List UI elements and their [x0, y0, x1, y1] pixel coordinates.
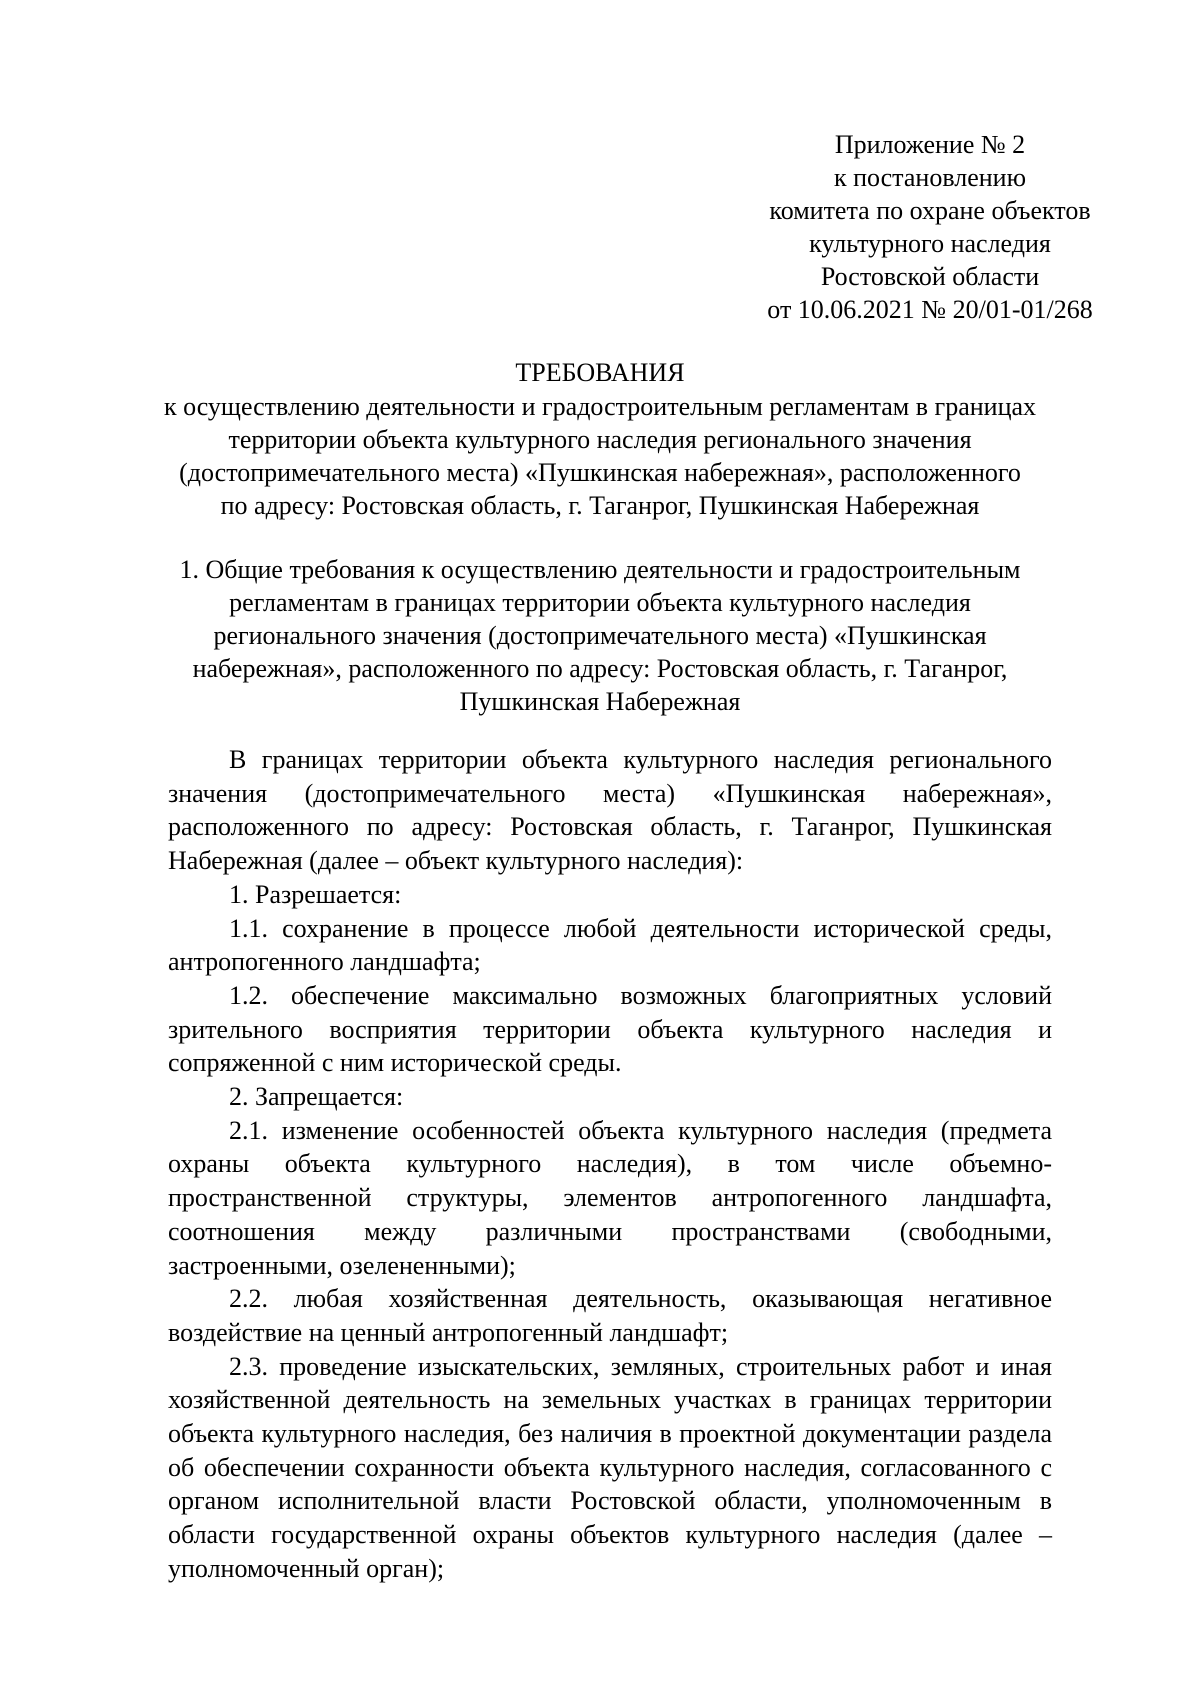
- annex-date-number: от 10.06.2021 № 20/01-01/268: [767, 295, 1093, 324]
- annex-header: [733, 128, 1127, 326]
- section-heading: [160, 553, 1040, 718]
- intro-paragraph: В границах территории объекта культурного наследия регионального значения (достопримечательного места) «Пушкинская набережная», расположенного по адресу: Ростовская область, г. Таганрог, Пушкинская Набережная (далее – объект культурного наследия):: [168, 745, 1052, 876]
- section-heading-line: Пушкинская Набережная: [459, 687, 741, 716]
- subtitle-line: по адресу: Ростовская область, г. Таганрог, Пушкинская Набережная: [220, 491, 980, 520]
- document-subtitle: [160, 390, 1040, 522]
- clause-1-1: 1.1. сохранение в процессе любой деятельности исторической среды, антропогенного ландшафта;: [168, 913, 1052, 977]
- annex-line: к постановлению: [833, 163, 1027, 192]
- annex-line: комитета по охране объектов: [769, 196, 1091, 225]
- section-heading-line: регламентам в границах территории объекта культурного наследия: [229, 588, 971, 617]
- clause-2-1: 2.1. изменение особенностей объекта культурного наследия (предмета охраны объекта культурного наследия), в том числе объемно-пространственной структуры, элементов антропогенного ландшафта, соотношения между различными пространствами (свободными, застроенными, озелененными);: [168, 1115, 1052, 1280]
- clause-1: 1. Разрешается:: [229, 879, 402, 909]
- section-heading-line: набережная», расположенного по адресу: Ростовская область, г. Таганрог,: [192, 654, 1008, 683]
- document-title: ТРЕБОВАНИЯ: [515, 358, 685, 387]
- annex-line: Ростовской области: [820, 262, 1040, 291]
- section-heading-line: 1. Общие требования к осуществлению деятельности и градостроительным: [179, 555, 1021, 584]
- section-heading-line: регионального значения (достопримечательного места) «Пушкинская: [213, 621, 987, 650]
- clause-2-3: 2.3. проведение изыскательских, земляных, строительных работ и иная хозяйственной деятельность на земельных участках в границах территории объекта культурного наследия, без наличия в проектной документации раздела об обеспечении сохранности объекта культурного наследия, согласованного с органом исполнительной власти Ростовской области, уполномоченным в области государственной охраны объектов культурного наследия (далее – уполномоченный орган);: [168, 1351, 1052, 1583]
- body-text: [168, 743, 1052, 1586]
- annex-number: Приложение № 2: [834, 130, 1026, 159]
- clause-2: 2. Запрещается:: [229, 1082, 404, 1112]
- subtitle-line: к осуществлению деятельности и градостроительным регламентам в границах: [163, 392, 1037, 421]
- annex-line: культурного наследия: [809, 229, 1051, 258]
- subtitle-line: территории объекта культурного наследия регионального значения: [228, 425, 972, 454]
- clause-1-2: 1.2. обеспечение максимально возможных благоприятных условий зрительного восприятия территории объекта культурного наследия и сопряженной с ним исторической среды.: [168, 980, 1052, 1078]
- subtitle-line: (достопримечательного места) «Пушкинская набережная», расположенного: [179, 458, 1021, 487]
- clause-2-2: 2.2. любая хозяйственная деятельность, оказывающая негативное воздействие на ценный антропогенный ландшафт;: [168, 1284, 1052, 1347]
